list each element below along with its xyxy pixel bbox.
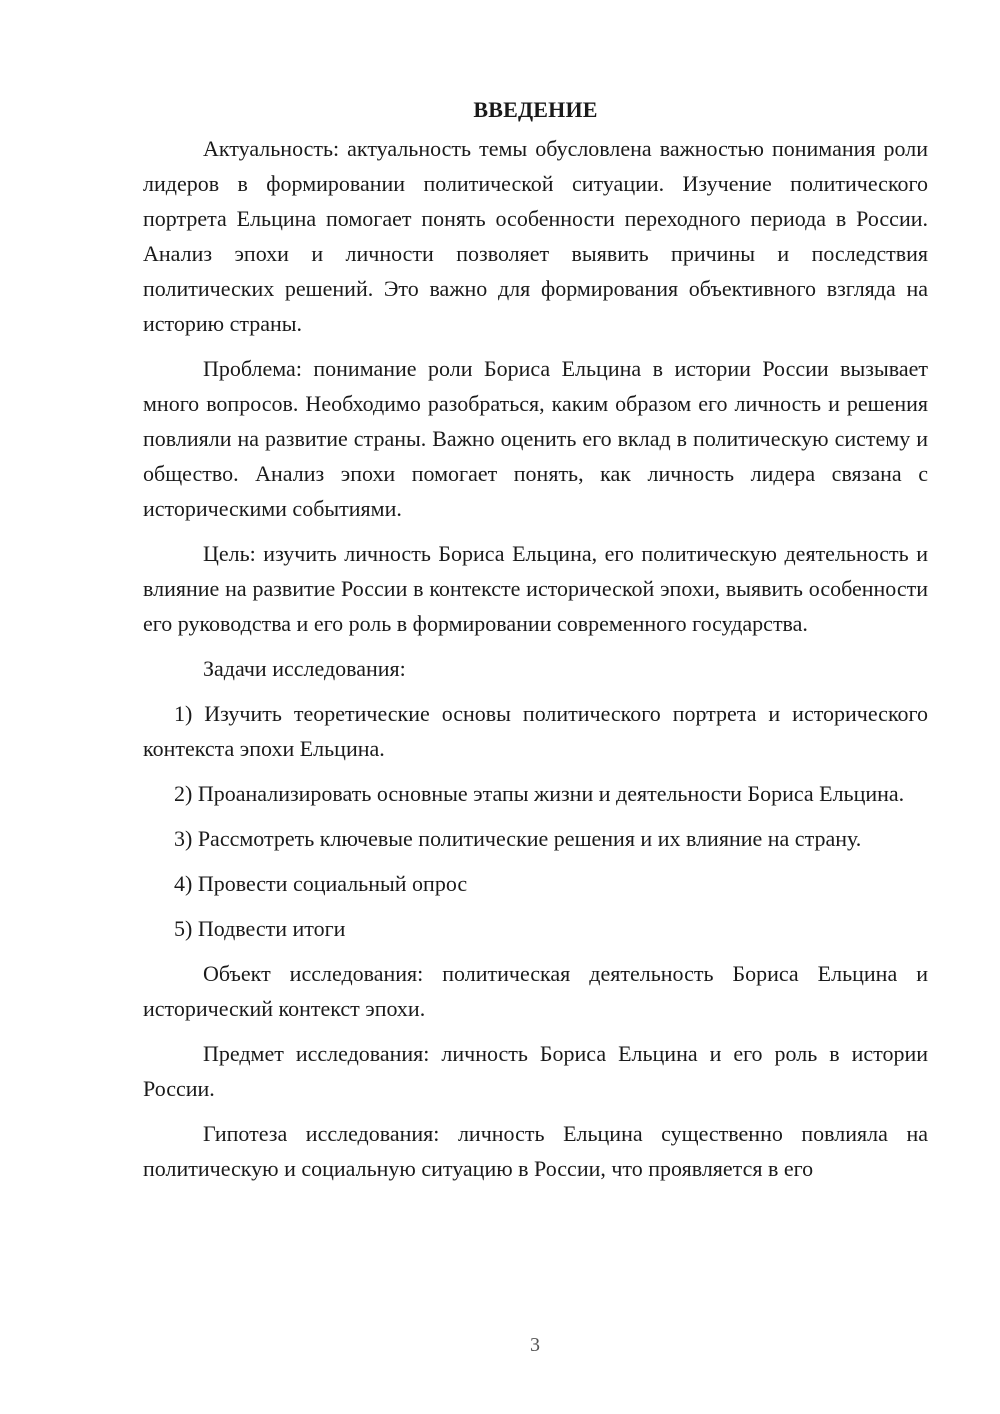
paragraph-object: Объект исследования: политическая деятельность Бориса Ельцина и исторический контекст эпохи. (143, 961, 928, 1021)
paragraph-tasks-title: Задачи исследования: (203, 656, 406, 681)
task-item-4: 4) Провести социальный опрос (174, 871, 468, 896)
task-item-2: 2) Проанализировать основные этапы жизни и деятельности Бориса Ельцина. (174, 781, 905, 806)
paragraph-problem: Проблема: понимание роли Бориса Ельцина в истории России вызывает много вопросов. Необходимо разобраться, каким образом его личность и решения повлияли на развитие страны. Важно оценить его вклад в политическую систему и общество. Анализ эпохи помогает понять, как личность лидера связана с историческими событиями. (143, 356, 928, 521)
task-item-3: 3) Рассмотреть ключевые политические решения и их влияние на страну. (174, 826, 862, 851)
paragraph-goal: Цель: изучить личность Бориса Ельцина, его политическую деятельность и влияние на развитие России в контексте исторической эпохи, выявить особенности его руководства и его роль в формировании современного государства. (143, 541, 928, 636)
page-content (143, 92, 928, 1196)
paragraph-relevance: Актуальность: актуальность темы обусловлена важностью понимания роли лидеров в формировании политической ситуации. Изучение политического портрета Ельцина помогает понять особенности переходного периода в России. Анализ эпохи и личности позволяет выявить причины и последствия политических решений. Это важно для формирования объективного взгляда на историю страны. (143, 136, 928, 336)
paragraph-subject: Предмет исследования: личность Бориса Ельцина и его роль в истории России. (143, 1041, 928, 1101)
paragraph-hypothesis: Гипотеза исследования: личность Ельцина существенно повлияла на политическую и социальную ситуацию в России, что проявляется в его (143, 1121, 928, 1181)
section-heading: ВВЕДЕНИЕ (473, 97, 598, 122)
task-item-1: 1) Изучить теоретические основы политического портрета и исторического контекста эпохи Ельцина. (143, 701, 928, 761)
page-number: 3 (530, 1334, 540, 1356)
task-item-5: 5) Подвести итоги (174, 916, 346, 941)
